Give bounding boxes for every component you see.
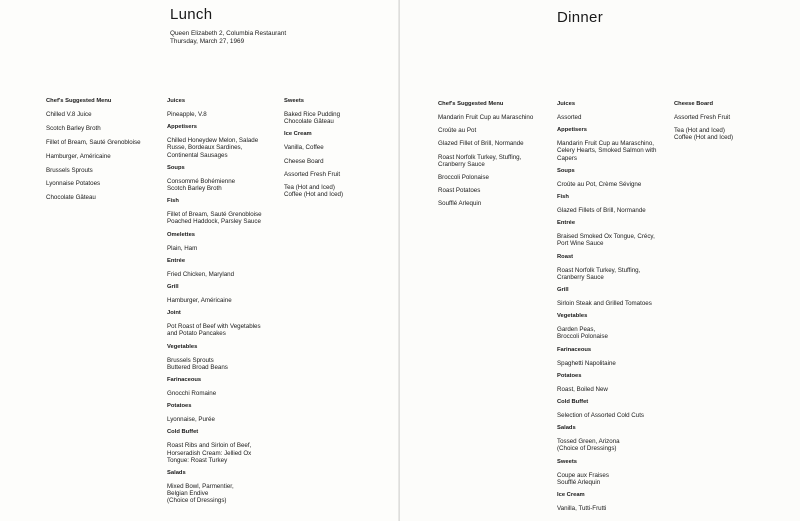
menu-item xyxy=(438,174,556,181)
section-heading: Salads xyxy=(167,470,186,477)
menu-item-line: Horseradish Cream: Jellied Ox xyxy=(167,449,252,457)
dinner-column-3 xyxy=(674,101,794,148)
section-heading: Chef's Suggested Menu xyxy=(46,98,112,104)
menu-item: Scotch Barley Broth xyxy=(46,124,101,132)
menu-item-line: Roast Norfolk Turkey, Stuffing, xyxy=(438,153,522,161)
menu-section xyxy=(284,98,394,125)
menu-item-line: Roast Ribs and Sirloin of Beef, xyxy=(167,442,252,450)
section-heading: Farinaceous xyxy=(167,377,202,384)
menu-item: Lyonnaise Potatoes xyxy=(46,180,101,188)
menu-item-line: Poached Haddock, Parsley Sauce xyxy=(167,218,261,226)
menu-item xyxy=(284,158,394,165)
menu-item-line: Continental Sausages xyxy=(167,151,228,159)
menu-item-line: Glazed Fillet of Brill, Normande xyxy=(438,140,524,148)
section-heading: Omelettes xyxy=(167,231,196,238)
menu-item xyxy=(167,390,282,397)
menu-item-line: Cranberry Sauce xyxy=(438,160,485,168)
menu-item xyxy=(674,127,794,141)
section-heading: Joint xyxy=(167,310,181,317)
menu-section xyxy=(557,287,675,307)
menu-item-line: (Choice of Dressings) xyxy=(167,497,227,505)
section-heading: Entrée xyxy=(167,257,186,264)
section-heading: Roast xyxy=(557,253,574,260)
menu-item-line: Capers xyxy=(557,154,577,162)
menu-section xyxy=(557,168,675,188)
menu-item-line: Belgian Endive xyxy=(167,490,209,498)
section-heading: Chef's Suggested Menu xyxy=(438,101,504,107)
menu-item-line: Roast Potatoes xyxy=(438,187,481,195)
menu-section xyxy=(557,313,675,340)
section-heading: Cheese Board xyxy=(674,101,713,107)
menu-item-line: Croûte au Pot, Crème Sévigne xyxy=(557,180,642,188)
section-heading: Sweets xyxy=(557,458,577,465)
menu-item-line: Broccoli Polonaise xyxy=(557,333,608,341)
section-heading: Juices xyxy=(167,98,186,104)
menu-item-line: Coupe aux Fraises xyxy=(557,471,609,479)
menu-item xyxy=(557,140,675,162)
menu-section xyxy=(557,492,675,512)
menu-item-line: Tea (Hot and Iced) xyxy=(674,127,725,135)
section-heading: Vegetables xyxy=(167,343,198,350)
section-heading: Sweets xyxy=(284,98,304,104)
section-heading: Salads xyxy=(557,425,576,432)
menu-item: Brussels Sprouts xyxy=(46,166,93,174)
menu-item-line: Vanilla, Tutti-Frutti xyxy=(557,505,607,513)
lunch-column-2 xyxy=(167,98,282,511)
menu-item-line: Croûte au Pot xyxy=(438,127,477,135)
menu-item xyxy=(167,111,282,118)
menu-item: Chocolate Gâteau xyxy=(46,194,96,202)
menu-item-line: Assorted Fresh Fruit xyxy=(674,114,731,121)
section-heading: Soups xyxy=(557,167,575,174)
menu-item-line: Roast Norfolk Turkey, Stuffing, xyxy=(557,266,641,274)
menu-item-line: Scotch Barley Broth xyxy=(167,185,222,193)
menu-item xyxy=(557,386,675,393)
section-heading: Cold Buffet xyxy=(167,429,199,436)
menu-section xyxy=(167,198,282,225)
menu-item xyxy=(557,300,675,307)
dinner-chefs-menu xyxy=(438,101,556,214)
menu-item-line: Broccoli Polonaise xyxy=(438,174,489,182)
section-heading: Fish xyxy=(167,198,179,205)
menu-item xyxy=(557,438,675,452)
menu-item-line: Glazed Fillets of Brill, Normande xyxy=(557,207,646,215)
menu-section xyxy=(557,101,675,121)
section-heading: Potatoes xyxy=(557,372,582,379)
menu-section xyxy=(557,373,675,393)
menu-item xyxy=(438,187,556,194)
menu-item-line: Assorted Fresh Fruit xyxy=(284,170,341,178)
menu-section xyxy=(557,425,675,452)
menu-item xyxy=(284,144,394,151)
menu-section xyxy=(167,284,282,304)
menu-section xyxy=(167,98,282,118)
menu-item-line: Russe, Bordeaux Sardines, xyxy=(167,144,243,152)
dinner-title: Dinner xyxy=(557,9,603,26)
menu-item xyxy=(167,323,282,337)
menu-item xyxy=(167,483,282,505)
menu-item-line: Gnocchi Romaine xyxy=(167,390,217,398)
menu-item xyxy=(557,114,675,121)
section-heading: Potatoes xyxy=(167,403,192,410)
menu-item-line: Buttered Broad Beans xyxy=(167,363,228,371)
menu-item-line: Pineapple, V.8 xyxy=(167,111,207,118)
menu-item xyxy=(557,505,675,512)
menu-item xyxy=(557,233,675,247)
menu-item-line: Celery Hearts, Smoked Salmon with xyxy=(557,147,657,155)
menu-item-line: Fried Chicken, Maryland xyxy=(167,270,235,278)
menu-item: Chilled V.8 Juice xyxy=(46,111,92,118)
dinner-page xyxy=(400,0,800,521)
menu-item-line: Selection of Assorted Cold Cuts xyxy=(557,412,645,420)
menu-item-line: Mixed Bowl, Parmentier, xyxy=(167,483,234,491)
menu-item-line: Vanilla, Coffee xyxy=(284,144,324,152)
section-heading: Appetisers xyxy=(167,124,197,131)
menu-section xyxy=(167,470,282,505)
menu-item xyxy=(284,171,394,178)
menu-section xyxy=(557,399,675,419)
menu-section xyxy=(167,124,282,159)
menu-item-line: Chocolate Gâteau xyxy=(284,118,334,126)
menu-item xyxy=(557,412,675,419)
menu-section xyxy=(167,310,282,337)
section-heading: Grill xyxy=(557,287,569,294)
menu-item xyxy=(557,360,675,367)
menu-item xyxy=(167,137,282,159)
menu-item xyxy=(557,472,675,486)
menu-item-line: Roast, Boiled New xyxy=(557,385,608,393)
menu-item: Fillet of Bream, Sauté Grenobloise xyxy=(46,138,141,146)
subtitle-line: Queen Elizabeth 2, Columbia Restaurant xyxy=(170,30,287,37)
menu-item-line: Coffee (Hot and Iced) xyxy=(284,191,344,199)
menu-item xyxy=(167,357,282,371)
menu-item xyxy=(438,154,556,168)
menu-section xyxy=(557,459,675,486)
section-heading: Entrée xyxy=(557,220,576,227)
menu-section xyxy=(557,254,675,281)
menu-item-line: Port Wine Sauce xyxy=(557,240,604,248)
menu-section xyxy=(557,194,675,214)
menu-item xyxy=(438,127,556,134)
lunch-chefs-menu xyxy=(46,98,164,208)
menu-item xyxy=(674,114,794,121)
menu-item-line: Baked Rice Pudding xyxy=(284,111,341,118)
menu-section xyxy=(167,403,282,423)
menu-item xyxy=(167,245,282,252)
lunch-title: Lunch xyxy=(170,6,213,23)
lunch-subtitle xyxy=(170,30,286,45)
menu-item xyxy=(438,200,556,207)
menu-item-line: Spaghetti Napolitaine xyxy=(557,359,616,367)
section-heading: Soups xyxy=(167,164,185,171)
menu-section xyxy=(167,344,282,371)
section-heading: Fish xyxy=(557,194,569,201)
menu-item xyxy=(167,416,282,423)
menu-section xyxy=(167,258,282,278)
menu-section xyxy=(167,165,282,192)
section-heading: Appetisers xyxy=(557,127,587,134)
menu-item: Hamburger, Américaine xyxy=(46,152,111,160)
menu-item-line: Sirloin Steak and Grilled Tomatoes xyxy=(557,300,652,308)
menu-item-line: Plain, Ham xyxy=(167,244,198,252)
menu-item-line: Braised Smoked Ox Tongue, Crécy, xyxy=(557,233,655,241)
menu-item-line: Soufflé Arlequin xyxy=(557,478,601,486)
menu-item-line: Lyonnaise, Purée xyxy=(167,416,215,424)
section-heading: Ice Cream xyxy=(284,131,312,138)
menu-item-line: Pot Roast of Beef with Vegetables xyxy=(167,323,261,331)
section-heading: Cold Buffet xyxy=(557,399,589,406)
menu-item-line: Chilled Honeydew Melon, Salade xyxy=(167,137,259,145)
menu-item-line: Assorted xyxy=(557,114,582,121)
menu-item-line: Mandarin Fruit Cup au Maraschino xyxy=(438,114,534,121)
menu-section xyxy=(557,127,675,162)
menu-item-line: Mandarin Fruit Cup au Maraschino, xyxy=(557,140,654,148)
section-heading: Juices xyxy=(557,101,576,107)
menu-item-line: and Potato Pancakes xyxy=(167,330,226,338)
menu-section xyxy=(674,101,794,142)
menu-section xyxy=(557,347,675,367)
menu-item-line: Fillet of Bream, Sauté Grenobloise xyxy=(167,211,262,219)
menu-section xyxy=(167,377,282,397)
section-heading: Farinaceous xyxy=(557,346,592,353)
section-heading: Vegetables xyxy=(557,313,588,320)
menu-item-line: (Choice of Dressings) xyxy=(557,445,617,453)
menu-item xyxy=(557,181,675,188)
menu-item-line: Cheese Board xyxy=(284,157,324,165)
menu-item-line: Tongue: Roast Turkey xyxy=(167,456,228,464)
menu-item xyxy=(438,114,556,121)
section-heading: Grill xyxy=(167,284,179,291)
lunch-column-3 xyxy=(284,98,394,204)
section-heading: Ice Cream xyxy=(557,492,585,499)
menu-item-line: Tea (Hot and Iced) xyxy=(284,184,335,192)
menu-item-line: Coffee (Hot and Iced) xyxy=(674,134,734,142)
menu-item xyxy=(167,442,282,464)
menu-item xyxy=(438,140,556,147)
menu-item xyxy=(557,267,675,281)
menu-item-line: Consommé Bohémienne xyxy=(167,177,236,185)
menu-item xyxy=(167,297,282,304)
menu-item xyxy=(167,211,282,225)
menu-item xyxy=(284,111,394,125)
menu-section xyxy=(167,232,282,252)
menu-section xyxy=(284,131,394,198)
menu-section xyxy=(167,429,282,464)
menu-item xyxy=(557,207,675,214)
dinner-column-2 xyxy=(557,101,675,518)
menu-item xyxy=(557,326,675,340)
menu-item-line: Cranberry Sauce xyxy=(557,273,604,281)
menu-item-line: Hamburger, Américaine xyxy=(167,297,232,305)
menu-item-line: Soufflé Arlequin xyxy=(438,200,482,208)
menu-item-line: Tossed Green, Arizona xyxy=(557,438,620,446)
menu-item xyxy=(167,271,282,278)
menu-item xyxy=(167,178,282,192)
menu-item xyxy=(284,184,394,198)
menu-section xyxy=(557,220,675,247)
subtitle-line: Thursday, March 27, 1969 xyxy=(170,37,245,45)
menu-item-line: Brussels Sprouts xyxy=(167,356,214,364)
menu-item-line: Garden Peas, xyxy=(557,326,596,334)
